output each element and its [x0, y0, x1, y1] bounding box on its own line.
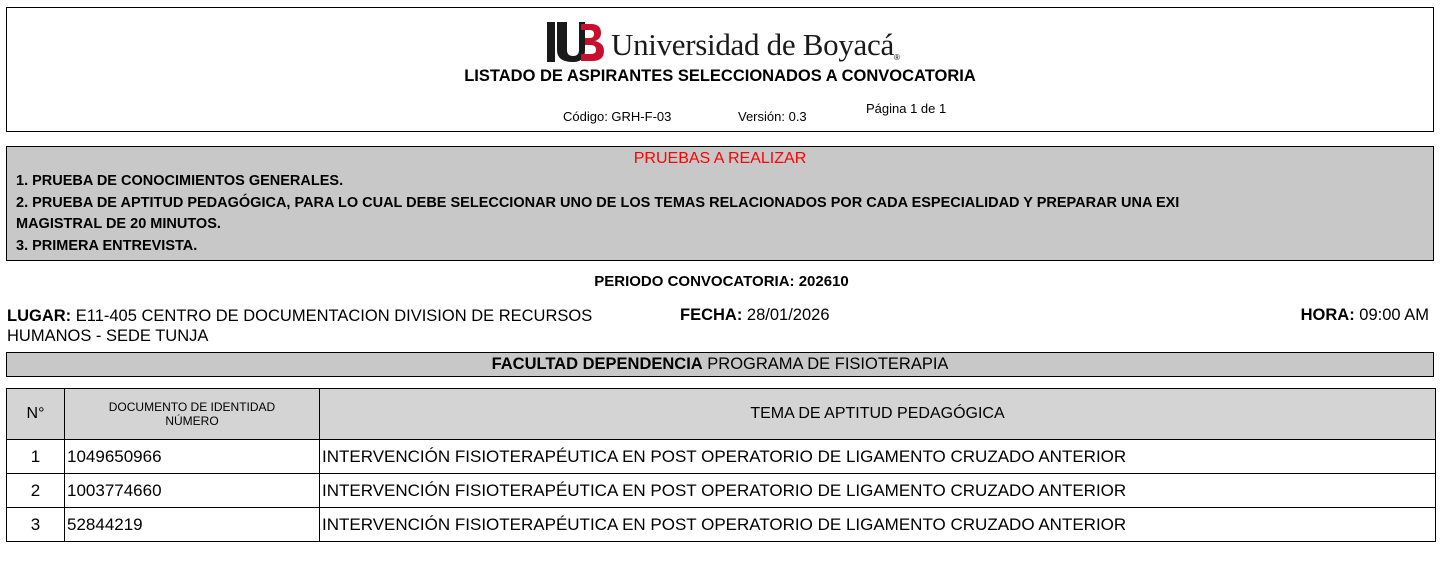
date-label: FECHA: [680, 306, 743, 324]
page-number: Página 1 de 1 [866, 101, 947, 116]
row-document: 1049650966 [65, 440, 320, 474]
location-label: LUGAR: [7, 307, 72, 325]
row-number: 2 [7, 474, 65, 508]
column-header-document [65, 389, 320, 440]
test-item: MAGISTRAL DE 20 MINUTOS. [16, 216, 221, 232]
tests-box [6, 146, 1434, 261]
column-header-document-line1: DOCUMENTO DE IDENTIDAD [108, 400, 276, 414]
location [7, 306, 607, 346]
candidates-table [6, 388, 1436, 542]
column-header-document-line2: NÚMERO [165, 414, 219, 428]
table-header-row [7, 389, 1436, 440]
date [680, 306, 830, 325]
faculty-value: PROGRAMA DE FISIOTERAPIA [707, 355, 949, 373]
university-logo [547, 18, 900, 62]
table-row [7, 474, 1436, 508]
row-topic: INTERVENCIÓN FISIOTERAPÉUTICA EN POST OPERATORIO DE LIGAMENTO CRUZADO ANTERIOR [320, 440, 1436, 474]
row-number: 1 [7, 440, 65, 474]
time-value: 09:00 AM [1359, 306, 1429, 324]
document-header [6, 7, 1434, 132]
row-document: 52844219 [65, 508, 320, 542]
table-row [7, 508, 1436, 542]
date-value: 28/01/2026 [746, 306, 830, 324]
table-row [7, 440, 1436, 474]
registered-mark-icon: ® [893, 53, 900, 62]
faculty-band [6, 352, 1434, 377]
time-label: HORA: [1300, 306, 1355, 324]
test-item: 1. PRUEBA DE CONOCIMIENTOS GENERALES. [16, 173, 344, 189]
row-number: 3 [7, 508, 65, 542]
time [1301, 306, 1429, 325]
document-code: Código: GRH-F-03 [563, 109, 672, 124]
column-header-number: N° [7, 389, 65, 440]
test-item: 3. PRIMERA ENTREVISTA. [16, 238, 198, 254]
row-topic: INTERVENCIÓN FISIOTERAPÉUTICA EN POST OPERATORIO DE LIGAMENTO CRUZADO ANTERIOR [320, 508, 1436, 542]
column-header-topic: TEMA DE APTITUD PEDAGÓGICA [320, 389, 1436, 440]
location-value: E11-405 CENTRO DE DOCUMENTACION DIVISION DE RECURSOS HUMANOS - SEDE TUNJA [7, 307, 593, 345]
row-topic: INTERVENCIÓN FISIOTERAPÉUTICA EN POST OPERATORIO DE LIGAMENTO CRUZADO ANTERIOR [320, 474, 1436, 508]
faculty-label: FACULTAD DEPENDENCIA [491, 355, 703, 373]
document-title: LISTADO DE ASPIRANTES SELECCIONADOS A CONVOCATORIA [464, 67, 976, 85]
row-document: 1003774660 [65, 474, 320, 508]
test-item: 2. PRUEBA DE APTITUD PEDAGÓGICA, PARA LO CUAL DEBE SELECCIONAR UNO DE LOS TEMAS RELACIONADOS POR CADA ESPECIALIDAD Y PREPARAR UNA EXI [16, 195, 1180, 211]
document-version: Versión: 0.3 [738, 109, 807, 124]
tests-title: PRUEBAS A REALIZAR [633, 150, 807, 167]
university-name: Universidad de Boyacá [611, 27, 894, 62]
ub-logo-icon [547, 20, 607, 62]
call-period: PERIODO CONVOCATORIA: 202610 [594, 273, 849, 290]
